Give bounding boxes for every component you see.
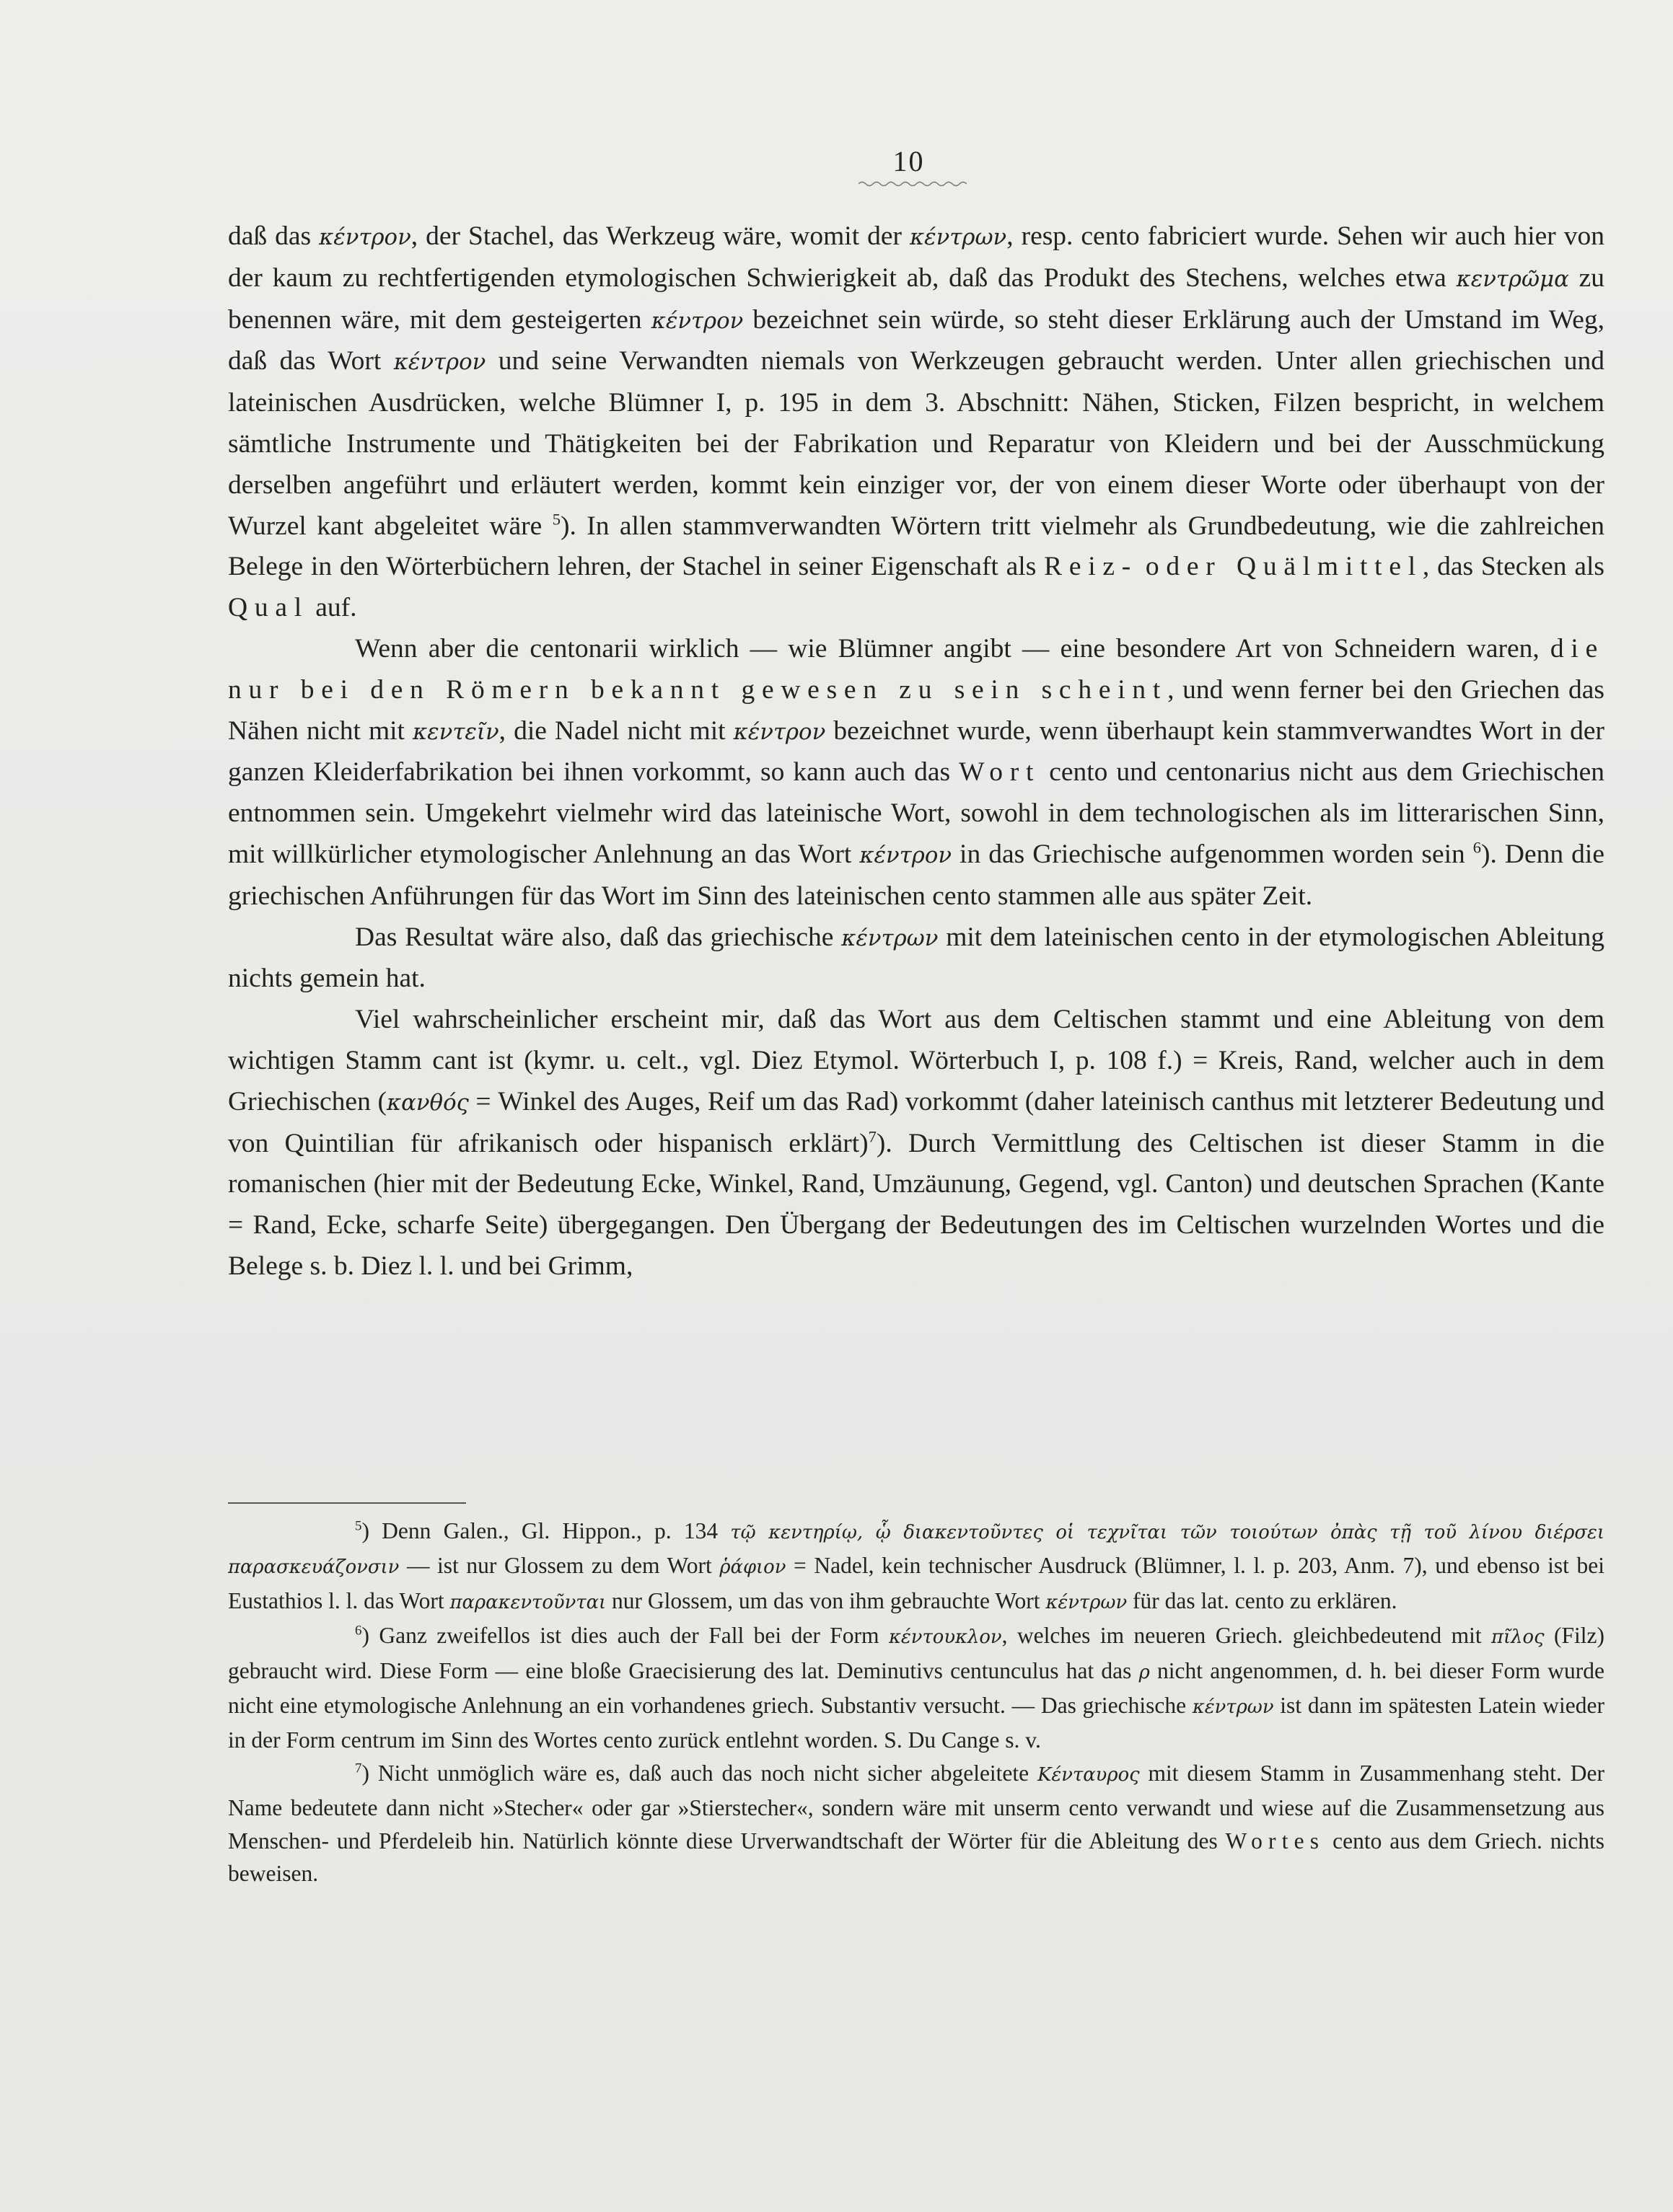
ornamental-rule [859,180,967,188]
paragraph-2: Wenn aber die centonarii wirklich — wie Blümner angibt — eine besondere Art von Schneidern waren, die nur bei den Römern bekannt gewesen zu sein scheint, und wenn ferner bei den Griechen das Nähen nicht mit κεντεῖν, die Nadel nicht mit κέντρον bezeichnet wurde, wenn überhaupt kein stammverwandtes Wort in der ganzen Kleiderfabrikation bei ihnen vorkommt, so kann auch das Wort cento und centonarius nicht aus dem Griechischen entnommen sein. Umgekehrt vielmehr wird das lateinische Wort, sowohl in dem technologischen als im litterarischen Sinn, mit willkürlicher etymologischer Anlehnung an das Wort κέντρον in das Griechische aufgenommen worden sein $^6$). Denn die griechischen Anführungen für das Wort im Sinn des lateinischen cento stammen alle aus später Zeit. [228,633,1605,911]
footnote-divider [228,1502,466,1504]
footnotes [228,1515,1604,1890]
paragraph-4: Viel wahrscheinlicher erscheint mir, daß das Wort aus dem Celtischen stammt und eine Ableitung von dem wichtigen Stamm cant ist (kymr. u. celt., vgl. Diez Etymol. Wörterbuch I, p. 108 f.) = Kreis, Rand, welcher auch in dem Griechischen (κανθός = Winkel des Auges, Reif um das Rad) vorkommt (daher lateinisch canthus mit letzterer Bedeutung und von Quintilian für afrikanisch oder hispanisch erklärt)$^7$). Durch Vermittlung des Celtischen ist dieser Stamm in die romanischen (hier mit der Bedeutung Ecke, Winkel, Rand, Umzäunung, Gegend, vgl. Canton) und deutschen Sprachen (Kante = Rand, Ecke, scharfe Seite) übergegangen. Den Übergang der Bedeutungen des im Celtischen wurzelnden Wortes und die Belege s. b. Diez l. l. und bei Grimm, [228,1005,1604,1281]
footnote-6: $^6$) Ganz zweifellos ist dies auch der Fall bei der Form κέντουκλον, welches im neueren Griech. gleichbedeutend mit πῖλος (Filz) gebraucht wird. Diese Form — eine bloße Graecisierung des lat. Deminutivs centunculus hat das ρ nicht angenommen, d. h. bei dieser Form wurde nicht eine etymologische Anlehnung an ein vorhandenes griech. Substantiv versucht. — Das griechische κέντρων ist dann im spätesten Latein wieder in der Form centrum im Sinn des Wortes cento zurück entlehnt worden. S. Du Cange s. v. [228,1623,1605,1753]
footnote-7: $^7$) Nicht unmöglich wäre es, daß auch das noch nicht sicher abgeleitete Κένταυρος mit diesem Stamm in Zusammenhang steht. Der Name bedeutete dann nicht »Stecher« oder gar »Stierstecher«, sondern wäre mit unserm cento verwandt und wiese auf die Zusammensetzung aus Menschen- und Pferdeleib hin. Natürlich könnte diese Urverwandtschaft der Wörter für die Ableitung des Wortes cento aus dem Griech. nichts beweisen. [228,1760,1604,1887]
footnote-ref-6: 6 [1472,838,1482,857]
page-number: 10 [892,145,925,177]
paragraph-3: Das Resultat wäre also, daß das griechische κέντρων mit dem lateinischen cento in der etymologischen Ableitung nichts gemein hat. [228,922,1604,994]
paragraph-1: daß das κέντρον, der Stachel, das Werkzeug wäre, womit der κέντρων, resp. cento fabriciert wurde. Sehen wir auch hier von der kaum zu rechtfertigenden etymologischen Schwierigkeit ab, daß das Produkt des Stechens, welches etwa κεντρῶμα zu benennen wäre, mit dem gesteigerten κέντρον bezeichnet sein würde, so steht dieser Erklärung auch der Umstand im Weg, daß das Wort κέντρον und seine Verwandten niemals von Werkzeugen gebraucht werden. Unter allen griechischen und lateinischen Ausdrücken, welche Blümner I, p. 195 in dem 3. Abschnitt: Nähen, Sticken, Filzen bespricht, in welchem sämtliche Instrumente und Thätigkeiten bei der Fabrikation und Reparatur von Kleidern und bei der Ausschmückung derselben angeführt und erläutert werden, kommt kein einziger vor, der von einem dieser Worte oder überhaupt von der Wurzel kant abgeleitet wäre $^5$). In allen stammverwandten Wörtern tritt vielmehr als Grundbedeutung, wie die zahlreichen Belege in den Wörterbüchern lehren, der Stachel in seiner Eigenschaft als Reiz- oder Quälmittel, das Stecken als Qual auf. [228,221,1605,623]
footnote-ref-7: 7 [868,1127,877,1146]
footnote-ref-5: 5 [552,510,561,529]
footnote-5: $^5$) Denn Galen., Gl. Hippon., p. 134 τῷ κεντηρίῳ, ᾧ διακεντοῦντες οἱ τεχνῖται τῶν τοιούτων ὀπὰς τῇ τοῦ λίνου διέρσει παρασκευάζονσιν — ist nur Glossem zu dem Wort ῥάφιον = Nadel, kein technischer Ausdruck (Blümner, l. l. p. 203, Anm. 7), und ebenso ist bei Eustathios l. l. das Wort παρακεντοῦνται nur Glossem, um das von ihm gebrauchte Wort κέντρων für das lat. cento zu erklären. [228,1518,1605,1613]
main-text [228,216,1604,1287]
